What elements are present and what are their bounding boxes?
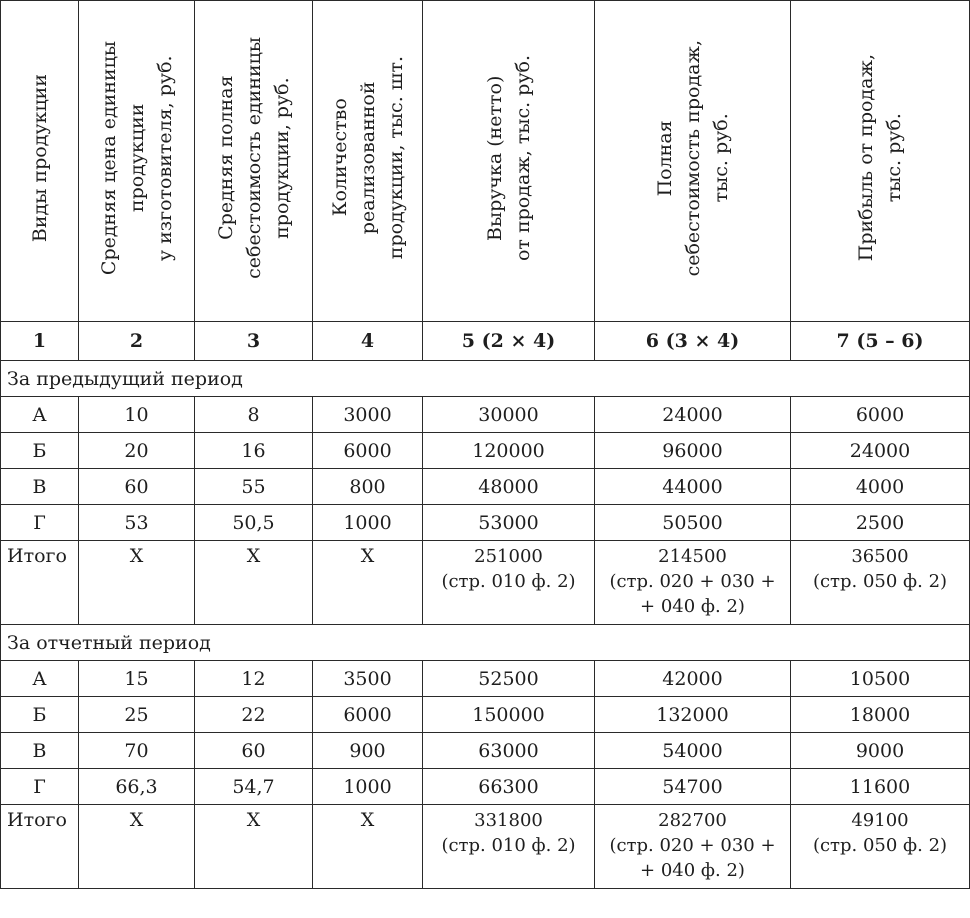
product-name-cell: А [1,397,79,433]
value-cell: 48000 [423,469,595,505]
column-header-text [95,41,179,275]
value-cell: 60 [195,733,313,769]
total-line: 49100 [851,810,909,831]
column-header-5 [423,1,595,322]
header-row [1,1,970,322]
header-line: Средняя цена единицы [97,40,120,276]
value-cell: 12 [195,661,313,697]
total-cell [423,805,595,889]
header-line: продукции, тыс. шт. [384,56,407,260]
header-line: продукции [125,103,148,213]
value-cell: 53000 [423,505,595,541]
column-number: 4 [313,322,423,361]
table-row [1,733,970,769]
header-line: Виды продукции [28,73,51,243]
value-cell: 50500 [595,505,791,541]
value-cell: 42000 [595,661,791,697]
value-cell: 4000 [791,469,970,505]
column-number: 5 (2 × 4) [423,322,595,361]
column-header-text [651,40,735,276]
value-cell: 54,7 [195,769,313,805]
value-cell: 6000 [791,397,970,433]
total-cell [595,805,791,889]
value-cell: 25 [79,697,195,733]
header-line: Полная [653,119,676,197]
total-line: (стр. 050 ф. 2) [812,835,948,856]
value-cell: 9000 [791,733,970,769]
table-row [1,697,970,733]
product-name-cell: Г [1,505,79,541]
total-line: 214500 [658,546,727,567]
column-number: 3 [195,322,313,361]
value-cell: 50,5 [195,505,313,541]
total-cell: Х [313,541,423,625]
value-cell: 8 [195,397,313,433]
column-number-row [1,322,970,361]
value-cell: 10500 [791,661,970,697]
total-cell [791,805,970,889]
header-line: у изготовителя, руб. [153,55,176,261]
table-row [1,769,970,805]
table-row [1,661,970,697]
table-row [1,397,970,433]
value-cell: 1000 [313,769,423,805]
total-cell: Х [313,805,423,889]
value-cell: 120000 [423,433,595,469]
value-cell: 24000 [595,397,791,433]
column-number: 6 (3 × 4) [595,322,791,361]
header-line: Количество [328,99,351,217]
table-row [1,505,970,541]
total-line: (стр. 010 ф. 2) [441,571,576,592]
column-header-3 [195,1,313,322]
header-line: Выручка (нетто) [483,75,506,241]
column-header-text [481,55,537,261]
total-line: + 040 ф. 2) [640,596,745,617]
total-cell: Х [195,541,313,625]
column-header-7 [791,1,970,322]
column-header-text [212,37,296,279]
total-line: 36500 [851,546,909,567]
total-cell: Х [79,805,195,889]
value-cell: 6000 [313,433,423,469]
value-cell: 20 [79,433,195,469]
value-cell: 3000 [313,397,423,433]
total-line: (стр. 020 + 030 + [609,835,776,856]
value-cell: 2500 [791,505,970,541]
header-line: тыс. руб. [709,113,732,203]
total-line: 331800 [474,810,543,831]
header-line: себестоимость продаж, [681,39,704,277]
value-cell: 10 [79,397,195,433]
column-header-6 [595,1,791,322]
total-line: 282700 [658,810,727,831]
column-number: 2 [79,322,195,361]
value-cell: 96000 [595,433,791,469]
total-cell [423,541,595,625]
value-cell: 60 [79,469,195,505]
total-line: (стр. 050 ф. 2) [812,571,948,592]
value-cell: 18000 [791,697,970,733]
total-row [1,541,970,625]
column-number: 1 [1,322,79,361]
value-cell: 70 [79,733,195,769]
value-cell: 11600 [791,769,970,805]
column-header-text [326,56,410,259]
value-cell: 16 [195,433,313,469]
value-cell: 44000 [595,469,791,505]
header-line: реализованной [356,81,379,235]
column-header-1 [1,1,79,322]
total-cell [595,541,791,625]
total-label: Итого [1,541,79,625]
section-title-row [1,361,970,397]
column-header-4 [313,1,423,322]
value-cell: 15 [79,661,195,697]
header-line: тыс. руб. [883,113,905,203]
column-number: 7 (5 – 6) [791,322,970,361]
value-cell: 63000 [423,733,595,769]
header-line: себестоимость единицы [242,37,265,279]
value-cell: 132000 [595,697,791,733]
total-row [1,805,970,889]
value-cell: 150000 [423,697,595,733]
total-line: 251000 [474,546,543,567]
value-cell: 3500 [313,661,423,697]
value-cell: 22 [195,697,313,733]
value-cell: 6000 [313,697,423,733]
total-line: (стр. 010 ф. 2) [441,835,576,856]
value-cell: 55 [195,469,313,505]
column-header-2 [79,1,195,322]
table-row [1,469,970,505]
total-cell: Х [195,805,313,889]
header-line: Средняя полная [214,75,237,241]
value-cell: 52500 [423,661,595,697]
column-header-text [852,54,908,261]
total-line: (стр. 020 + 030 + [609,571,776,592]
value-cell: 800 [313,469,423,505]
total-cell: Х [79,541,195,625]
product-name-cell: Б [1,433,79,469]
value-cell: 1000 [313,505,423,541]
product-name-cell: Г [1,769,79,805]
value-cell: 53 [79,505,195,541]
header-line: Прибыль от продаж, [855,54,877,262]
value-cell: 66300 [423,769,595,805]
product-name-cell: В [1,733,79,769]
value-cell: 900 [313,733,423,769]
product-name-cell: В [1,469,79,505]
section-title-row [1,625,970,661]
section-title: За отчетный период [1,625,970,661]
column-header-text [26,74,54,242]
value-cell: 54000 [595,733,791,769]
header-line: продукции, руб. [270,77,293,239]
product-name-cell: А [1,661,79,697]
value-cell: 30000 [423,397,595,433]
table-row [1,433,970,469]
total-label: Итого [1,805,79,889]
total-cell [791,541,970,625]
product-name-cell: Б [1,697,79,733]
value-cell: 24000 [791,433,970,469]
header-line: от продаж, тыс. руб. [511,54,534,261]
total-line: + 040 ф. 2) [640,860,745,881]
value-cell: 54700 [595,769,791,805]
section-title: За предыдущий период [1,361,970,397]
value-cell: 66,3 [79,769,195,805]
